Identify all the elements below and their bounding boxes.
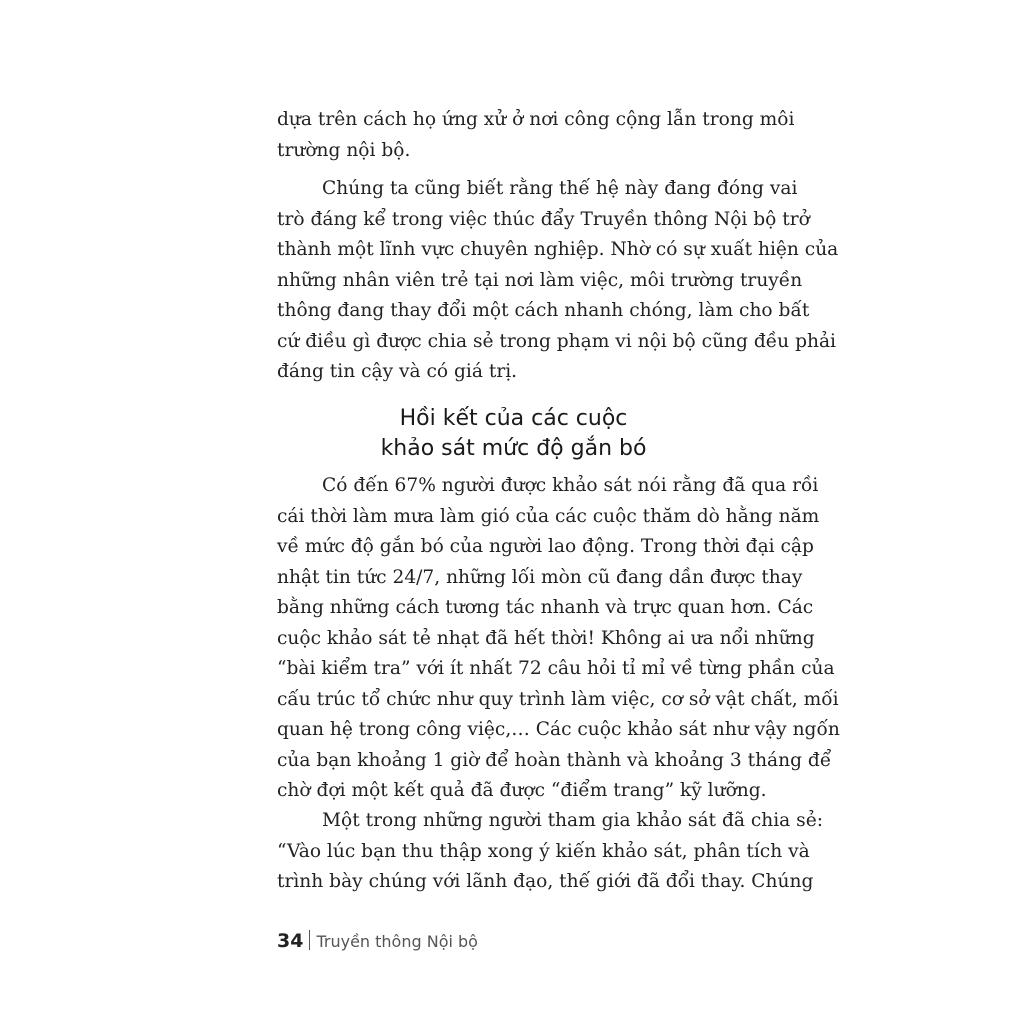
paragraph-continuation bbox=[277, 105, 795, 166]
text-line: Chúng ta cũng biết rằng thế hệ này đang đóng vai bbox=[322, 178, 798, 199]
paragraph bbox=[277, 471, 840, 807]
text-line: những nhân viên trẻ tại nơi làm việc, môi trường truyền bbox=[277, 269, 803, 291]
text-line: chờ đợi một kết quả đã được “điểm trang” kỹ lưỡng. bbox=[277, 780, 767, 801]
text-line: trò đáng kể trong việc thúc đẩy Truyền thông Nội bộ trở bbox=[277, 208, 810, 230]
text-line: “Vào lúc bạn thu thập xong ý kiến khảo sát, phân tích và bbox=[277, 840, 810, 862]
text-line: trường nội bộ. bbox=[277, 139, 411, 161]
text-line: về mức độ gắn bó của người lao động. Trong thời đại cập bbox=[277, 536, 814, 557]
paragraph bbox=[277, 174, 839, 388]
text-line: trình bày chúng với lãnh đạo, thế giới đã đổi thay. Chúng bbox=[277, 871, 814, 892]
text-line: Có đến 67% người được khảo sát nói rằng đã qua rồi bbox=[322, 475, 819, 496]
text-line: thành một lĩnh vực chuyên nghiệp. Nhờ có sự xuất hiện của bbox=[277, 239, 839, 260]
text-line: cái thời làm mưa làm gió của các cuộc thăm dò hằng năm bbox=[277, 505, 820, 527]
text-line: cuộc khảo sát tẻ nhạt đã hết thời! Không ai ưa nổi những bbox=[277, 627, 815, 649]
heading-line: Hồi kết của các cuộc bbox=[399, 406, 628, 431]
text-line: “bài kiểm tra” với ít nhất 72 câu hỏi tỉ mỉ về từng phần của bbox=[277, 658, 835, 679]
text-line: bằng những cách tương tác nhanh và trực quan hơn. Các bbox=[277, 597, 814, 618]
text-line: nhật tin tức 24/7, những lối mòn cũ đang dần được thay bbox=[277, 566, 803, 588]
heading-line: khảo sát mức độ gắn bó bbox=[380, 436, 647, 461]
paragraph bbox=[277, 806, 823, 898]
section-heading bbox=[277, 404, 750, 464]
page-number: 34 bbox=[277, 930, 304, 952]
text-line: dựa trên cách họ ứng xử ở nơi công cộng lẫn trong môi bbox=[277, 109, 795, 130]
running-title: Truyền thông Nội bộ bbox=[316, 932, 478, 951]
text-line: cứ điều gì được chia sẻ trong phạm vi nội bộ cũng đều phải bbox=[277, 330, 836, 352]
text-line: cấu trúc tổ chức như quy trình làm việc, cơ sở vật chất, mối bbox=[277, 688, 839, 710]
text-line: Một trong những người tham gia khảo sát đã chia sẻ: bbox=[322, 810, 823, 831]
footer-divider bbox=[309, 930, 310, 950]
text-line: đáng tin cậy và có giá trị. bbox=[277, 361, 518, 382]
page-footer bbox=[277, 926, 478, 956]
text-line: quan hệ trong công việc,… Các cuộc khảo sát như vậy ngốn bbox=[277, 719, 840, 740]
text-line: thông đang thay đổi một cách nhanh chóng, làm cho bất bbox=[277, 300, 810, 321]
text-line: của bạn khoảng 1 giờ để hoàn thành và khoảng 3 tháng để bbox=[277, 749, 832, 771]
